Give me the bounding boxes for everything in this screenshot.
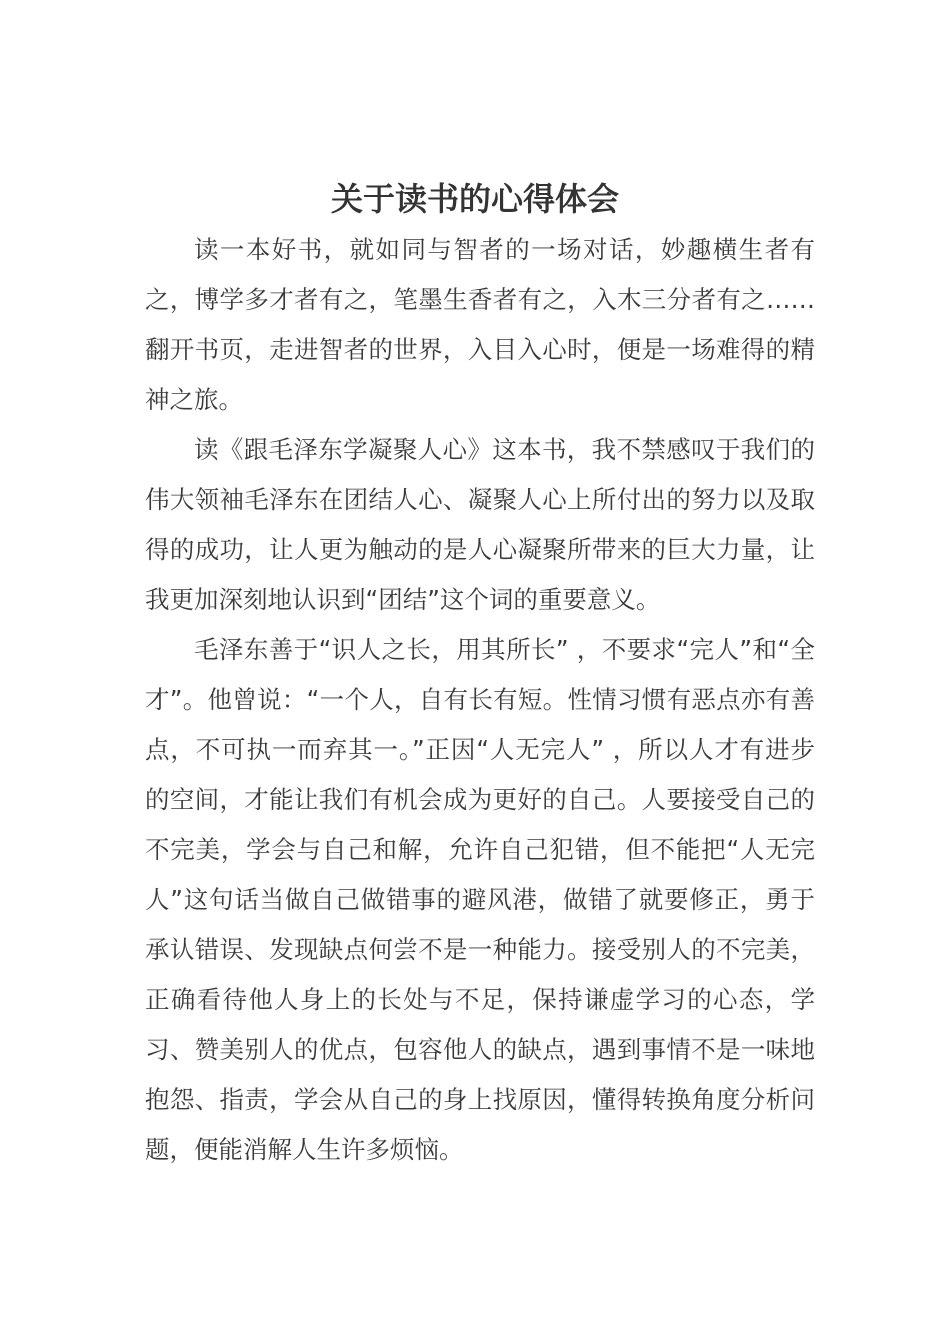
paragraph-2: 读《跟毛泽东学凝聚人心》这本书，我不禁感叹于我们的伟大领袖毛泽东在团结人心、凝聚人心上所付出的努力以及取得的成功，让人更为触动的是人心凝聚所带来的巨大力量，让我更加深刻地认识到“团结”这个词的重要意义。 xyxy=(145,435,815,614)
paragraph-1: 读一本好书，就如同与智者的一场对话，妙趣横生者有之，博学多才者有之，笔墨生香者有之，入木三分者有之……翻开书页，走进智者的世界，入目入心时，便是一场难得的精神之旅。 xyxy=(145,235,815,414)
paragraph-3: 毛泽东善于“识人之长，用其所长” ，不要求“完人”和“全才”。他曾说：“一个人，自有长有短。性情习惯有恶点亦有善点，不可执一而弃其一。”正因“人无完人” ，所以人才有进步的空间，才能让我们有机会成为更好的自己。人要接受自己的不完美，学会与自己和解，允许自己犯错，但不能把“人无完人”这句话当做自己做错事的避风港，做错了就要修正，勇于承认错误、发现缺点何尝不是一种能力。接受别人的不完美，正确看待他人身上的长处与不足，保持谦虚学习的心态，学习、赞美别人的优点，包容他人的缺点，遇到事情不是一味地抱怨、指责，学会从自己的身上找原因，懂得转换角度分析问题，便能消解人生许多烦恼。 xyxy=(145,635,815,1164)
document-body xyxy=(145,225,815,1175)
document-title: 关于读书的心得体会 xyxy=(330,180,619,219)
